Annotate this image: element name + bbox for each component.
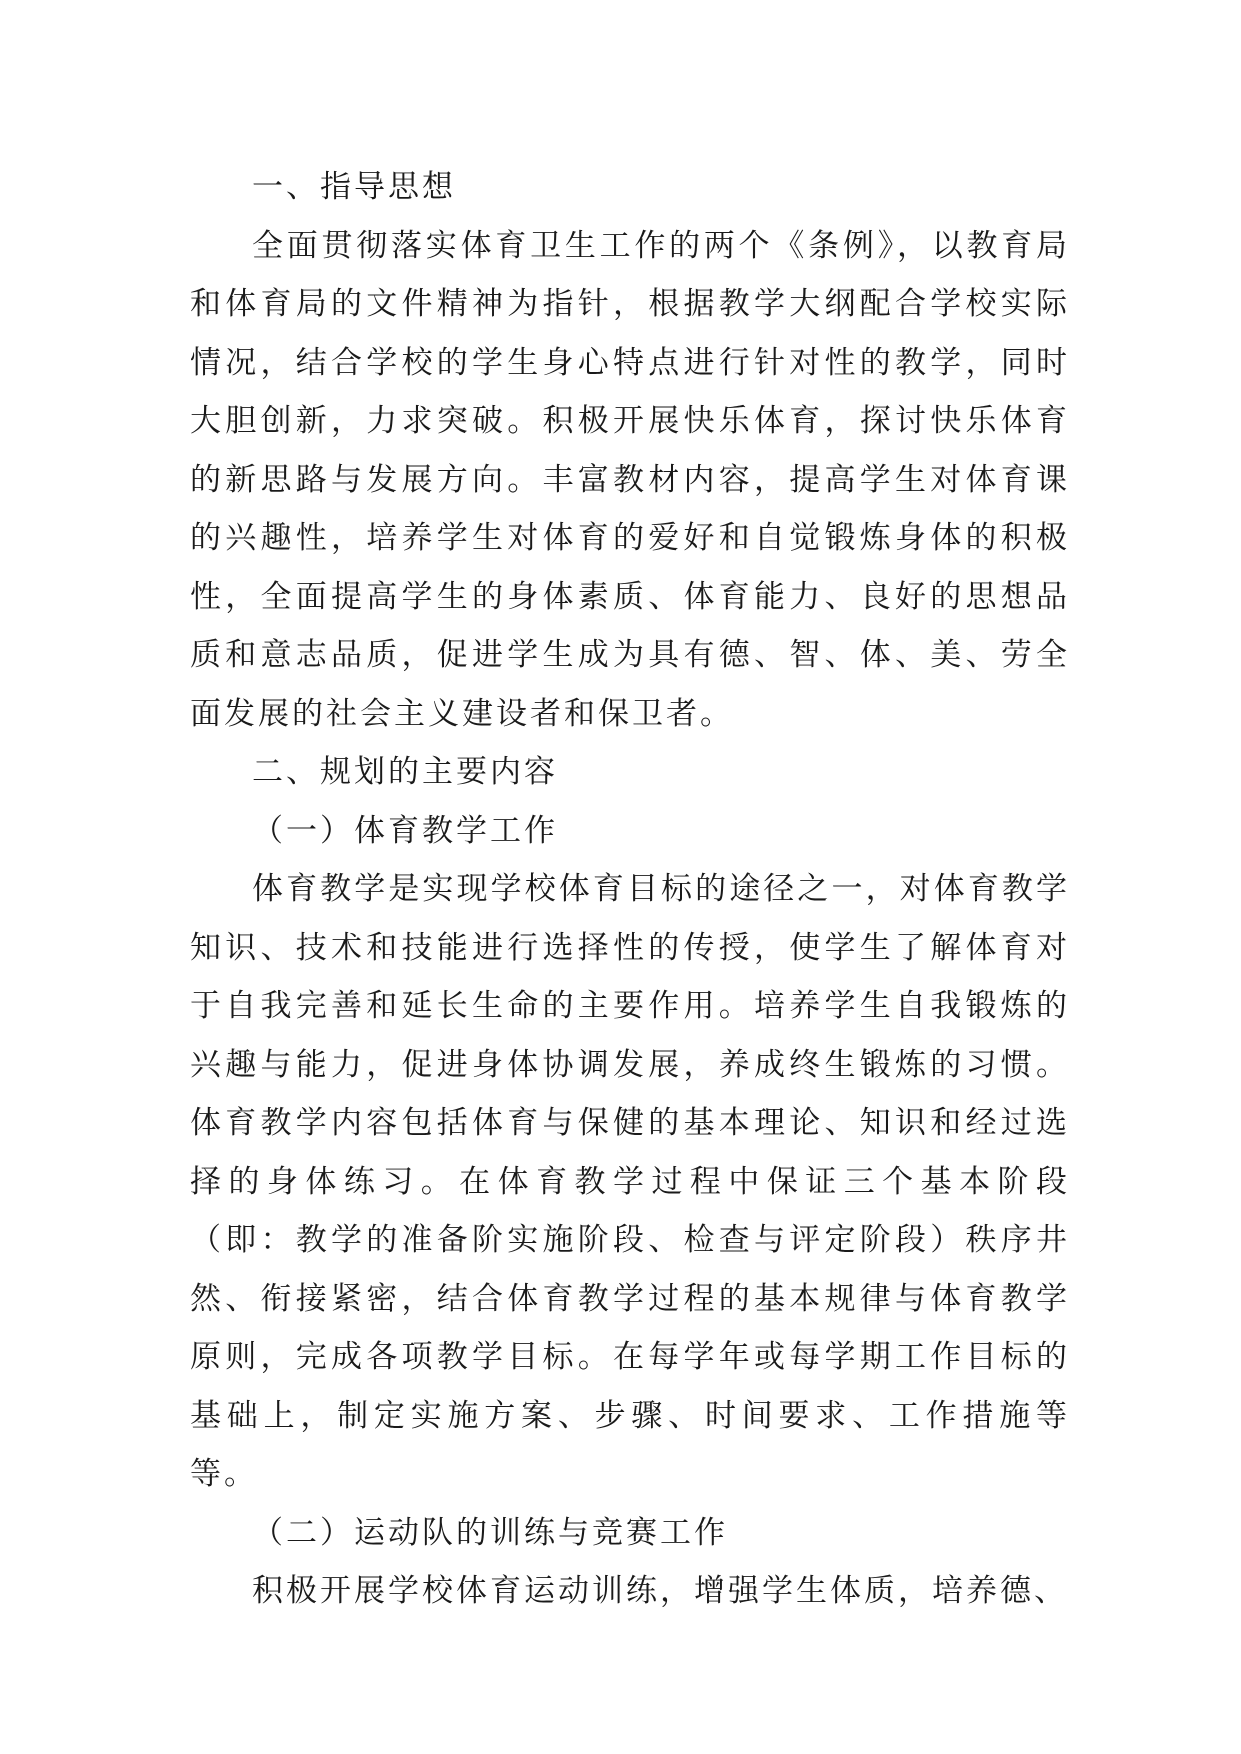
document-body bbox=[190, 158, 1070, 1621]
paragraph-team-training: 积极开展学校体育运动训练，增强学生体质，培养德、 bbox=[252, 1573, 1068, 1609]
subsection-heading-team-training: （二）运动队的训练与竞赛工作 bbox=[252, 1514, 728, 1551]
subsection-heading-pe-teaching: （一）体育教学工作 bbox=[252, 812, 558, 849]
paragraph-pe-teaching: 体育教学是实现学校体育目标的途径之一，对体育教学知识、技术和技能进行选择性的传授，使学生了解体育对于自我完善和延长生命的主要作用。培养学生自我锻炼的兴趣与能力，促进身体协调发展，养成终生锻炼的习惯。体育教学内容包括体育与保健的基本理论、知识和经过选择的身体练习。在体育教学过程中保证三个基本阶段（即：教学的准备阶实施阶段、检查与评定阶段）秩序井然、衔接紧密，结合体育教学过程的基本规律与体育教学原则，完成各项教学目标。在每学年或每学期工作目标的基础上，制定实施方案、步骤、时间要求、工作措施等等。 bbox=[190, 871, 1070, 1492]
paragraph-guiding-thought: 全面贯彻落实体育卫生工作的两个《条例》，以教育局和体育局的文件精神为指针，根据教学大纲配合学校实际情况，结合学校的学生身心特点进行针对性的教学，同时大胆创新，力求突破。积极开展快乐体育，探讨快乐体育的新思路与发展方向。丰富教材内容，提高学生对体育课的兴趣性，培养学生对体育的爱好和自觉锻炼身体的积极性，全面提高学生的身体素质、体育能力、良好的思想品质和意志品质，促进学生成为具有德、智、体、美、劳全面发展的社会主义建设者和保卫者。 bbox=[190, 227, 1070, 732]
section-heading-main-content: 二、规划的主要内容 bbox=[252, 754, 558, 790]
section-heading-guiding-thought: 一、指导思想 bbox=[252, 169, 456, 205]
